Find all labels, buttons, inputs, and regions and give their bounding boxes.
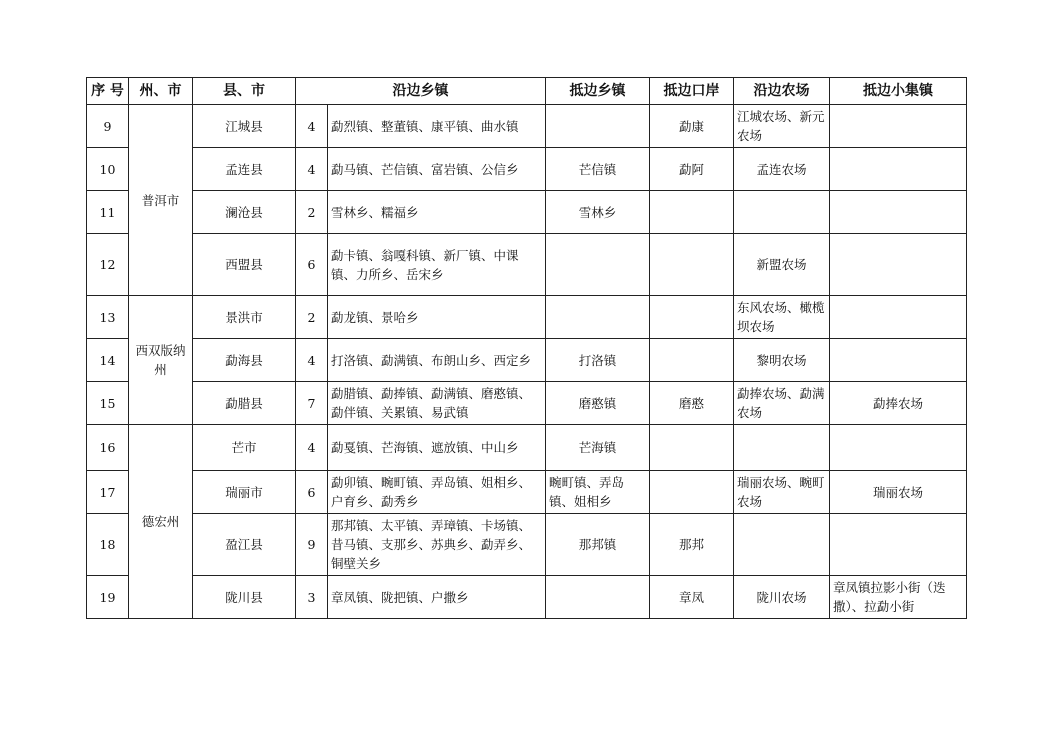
- farm-cell: [734, 425, 830, 471]
- small-town-cell: [830, 148, 967, 191]
- count-cell: 7: [296, 382, 328, 425]
- port-cell: 磨憨: [650, 382, 734, 425]
- header-farm: 沿边农场: [734, 78, 830, 105]
- farm-cell: [734, 191, 830, 234]
- row-no: 18: [87, 514, 129, 576]
- small-town-cell: [830, 296, 967, 339]
- county-cell: 西盟县: [193, 234, 296, 296]
- prefecture-cell: 普洱市: [129, 105, 193, 296]
- small-town-cell: 勐捧农场: [830, 382, 967, 425]
- border-towns-cell: [546, 296, 650, 339]
- small-town-cell: [830, 234, 967, 296]
- farm-cell: 陇川农场: [734, 576, 830, 619]
- towns-cell: 勐马镇、芒信镇、富岩镇、公信乡: [328, 148, 546, 191]
- table-row: [87, 471, 967, 514]
- row-no: 13: [87, 296, 129, 339]
- towns-cell: 勐卡镇、翁嘎科镇、新厂镇、中课镇、力所乡、岳宋乡: [328, 234, 546, 296]
- row-no: 19: [87, 576, 129, 619]
- county-cell: 陇川县: [193, 576, 296, 619]
- row-no: 11: [87, 191, 129, 234]
- header-county: 县、市: [193, 78, 296, 105]
- table-row: [87, 425, 967, 471]
- count-cell: 4: [296, 105, 328, 148]
- header-port: 抵边口岸: [650, 78, 734, 105]
- count-cell: 4: [296, 148, 328, 191]
- farm-cell: 勐捧农场、勐满农场: [734, 382, 830, 425]
- table-row: [87, 576, 967, 619]
- border-towns-cell: [546, 576, 650, 619]
- prefecture-cell: 德宏州: [129, 425, 193, 619]
- small-town-cell: [830, 105, 967, 148]
- towns-cell: 勐戛镇、芒海镇、遮放镇、中山乡: [328, 425, 546, 471]
- count-cell: 4: [296, 339, 328, 382]
- header-small-town: 抵边小集镇: [830, 78, 967, 105]
- table-row: [87, 296, 967, 339]
- small-town-cell: [830, 339, 967, 382]
- port-cell: 勐康: [650, 105, 734, 148]
- border-towns-cell: 打洛镇: [546, 339, 650, 382]
- port-cell: [650, 234, 734, 296]
- county-cell: 孟连县: [193, 148, 296, 191]
- towns-cell: 打洛镇、勐满镇、布朗山乡、西定乡: [328, 339, 546, 382]
- port-cell: 勐阿: [650, 148, 734, 191]
- towns-cell: 勐烈镇、整董镇、康平镇、曲水镇: [328, 105, 546, 148]
- small-town-cell: [830, 425, 967, 471]
- small-town-cell: 章凤镇拉影小街（迭撒）、拉勐小街: [830, 576, 967, 619]
- border-towns-cell: [546, 105, 650, 148]
- table-row: [87, 105, 967, 148]
- header-towns: 沿边乡镇: [296, 78, 546, 105]
- row-no: 12: [87, 234, 129, 296]
- count-cell: 9: [296, 514, 328, 576]
- border-towns-cell: 芒海镇: [546, 425, 650, 471]
- county-cell: 勐腊县: [193, 382, 296, 425]
- port-cell: [650, 339, 734, 382]
- port-cell: [650, 425, 734, 471]
- header-border-towns: 抵边乡镇: [546, 78, 650, 105]
- farm-cell: 东风农场、橄榄坝农场: [734, 296, 830, 339]
- farm-cell: 瑞丽农场、畹町农场: [734, 471, 830, 514]
- county-cell: 景洪市: [193, 296, 296, 339]
- header-no: 序 号: [87, 78, 129, 105]
- header-prefecture: 州、市: [129, 78, 193, 105]
- count-cell: 6: [296, 234, 328, 296]
- table-row: [87, 514, 967, 576]
- row-no: 16: [87, 425, 129, 471]
- border-towns-cell: 畹町镇、弄岛镇、姐相乡: [546, 471, 650, 514]
- port-cell: [650, 191, 734, 234]
- table-row: [87, 339, 967, 382]
- small-town-cell: [830, 191, 967, 234]
- border-towns-cell: 雪林乡: [546, 191, 650, 234]
- count-cell: 4: [296, 425, 328, 471]
- count-cell: 3: [296, 576, 328, 619]
- county-cell: 芒市: [193, 425, 296, 471]
- farm-cell: 江城农场、新元农场: [734, 105, 830, 148]
- count-cell: 6: [296, 471, 328, 514]
- county-cell: 勐海县: [193, 339, 296, 382]
- row-no: 17: [87, 471, 129, 514]
- small-town-cell: 瑞丽农场: [830, 471, 967, 514]
- row-no: 14: [87, 339, 129, 382]
- farm-cell: [734, 514, 830, 576]
- towns-cell: 那邦镇、太平镇、弄璋镇、卡场镇、昔马镇、支那乡、苏典乡、勐弄乡、铜壁关乡: [328, 514, 546, 576]
- table-row: [87, 234, 967, 296]
- count-cell: 2: [296, 191, 328, 234]
- county-cell: 江城县: [193, 105, 296, 148]
- towns-cell: 勐腊镇、勐捧镇、勐满镇、磨憨镇、勐伴镇、关累镇、易武镇: [328, 382, 546, 425]
- row-no: 10: [87, 148, 129, 191]
- farm-cell: 黎明农场: [734, 339, 830, 382]
- table-row: [87, 148, 967, 191]
- port-cell: 那邦: [650, 514, 734, 576]
- farm-cell: 孟连农场: [734, 148, 830, 191]
- border-towns-cell: 那邦镇: [546, 514, 650, 576]
- towns-cell: 勐龙镇、景哈乡: [328, 296, 546, 339]
- county-cell: 瑞丽市: [193, 471, 296, 514]
- row-no: 15: [87, 382, 129, 425]
- table-row: [87, 191, 967, 234]
- towns-cell: 勐卯镇、畹町镇、弄岛镇、姐相乡、户育乡、勐秀乡: [328, 471, 546, 514]
- port-cell: 章凤: [650, 576, 734, 619]
- county-cell: 澜沧县: [193, 191, 296, 234]
- row-no: 9: [87, 105, 129, 148]
- prefecture-cell: 西双版纳州: [129, 296, 193, 425]
- county-cell: 盈江县: [193, 514, 296, 576]
- towns-cell: 雪林乡、糯福乡: [328, 191, 546, 234]
- header-row: [87, 78, 967, 105]
- border-towns-cell: [546, 234, 650, 296]
- table-row: [87, 382, 967, 425]
- border-towns-cell: 磨憨镇: [546, 382, 650, 425]
- border-towns-table: [86, 77, 967, 619]
- farm-cell: 新盟农场: [734, 234, 830, 296]
- port-cell: [650, 471, 734, 514]
- border-towns-cell: 芒信镇: [546, 148, 650, 191]
- small-town-cell: [830, 514, 967, 576]
- towns-cell: 章凤镇、陇把镇、户撒乡: [328, 576, 546, 619]
- port-cell: [650, 296, 734, 339]
- count-cell: 2: [296, 296, 328, 339]
